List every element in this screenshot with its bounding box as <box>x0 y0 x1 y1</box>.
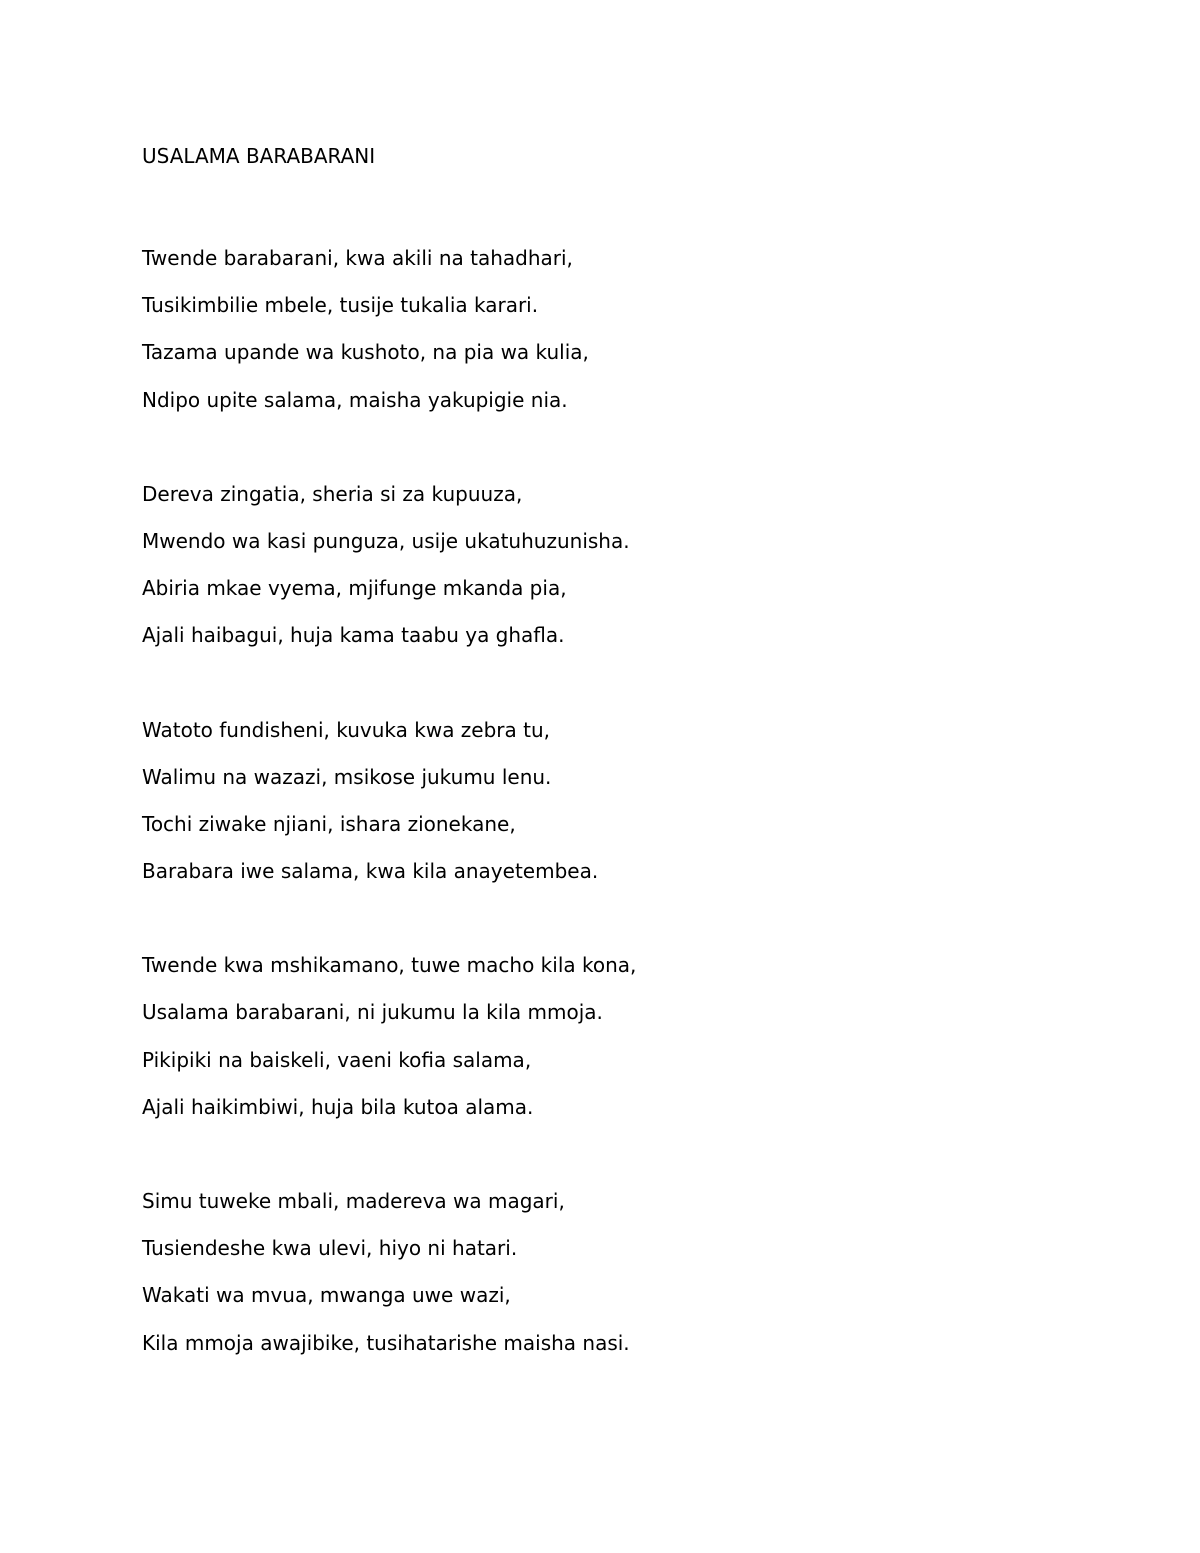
poem-line: Usalama barabarani, ni jukumu la kila mmoja. <box>142 1000 603 1025</box>
poem-title: USALAMA BARABARANI <box>142 144 376 168</box>
poem-line: Twende kwa mshikamano, tuwe macho kila kona, <box>142 953 637 978</box>
poem-line: Pikipiki na baiskeli, vaeni kofia salama, <box>142 1047 532 1072</box>
poem-line: Tazama upande wa kushoto, na pia wa kulia, <box>142 340 589 365</box>
poem-line: Wakati wa mvua, mwanga uwe wazi, <box>142 1283 511 1308</box>
stanza-3 <box>142 707 1102 896</box>
poem-line: Ajali haibagui, huja kama taabu ya ghafla. <box>142 623 565 648</box>
document-page <box>142 140 1102 1367</box>
stanza-4 <box>142 942 1102 1131</box>
poem-line: Tusikimbilie mbele, tusije tukalia karari. <box>142 293 539 318</box>
poem-line: Tochi ziwake njiani, ishara zionekane, <box>142 811 516 836</box>
poem-line: Tusiendeshe kwa ulevi, hiyo ni hatari. <box>142 1236 518 1261</box>
poem-line: Walimu na wazazi, msikose jukumu lenu. <box>142 764 552 789</box>
poem-line: Mwendo wa kasi punguza, usije ukatuhuzunisha. <box>142 528 630 553</box>
stanza-5 <box>142 1178 1102 1367</box>
stanza-1 <box>142 235 1102 424</box>
poem-line: Watoto fundisheni, kuvuka kwa zebra tu, <box>142 717 551 742</box>
poem-line: Kila mmoja awajibike, tusihatarishe maisha nasi. <box>142 1330 630 1355</box>
poem-line: Twende barabarani, kwa akili na tahadhari, <box>142 246 573 270</box>
poem-line: Ajali haikimbiwi, huja bila kutoa alama. <box>142 1094 534 1119</box>
poem-line: Simu tuweke mbali, madereva wa magari, <box>142 1189 565 1213</box>
poem-line: Dereva zingatia, sheria si za kupuuza, <box>142 481 523 506</box>
poem-line: Abiria mkae vyema, mjifunge mkanda pia, <box>142 576 567 601</box>
poem-line: Barabara iwe salama, kwa kila anayetembea. <box>142 859 599 884</box>
poem-line: Ndipo upite salama, maisha yakupigie nia. <box>142 387 568 412</box>
stanza-2 <box>142 471 1102 660</box>
